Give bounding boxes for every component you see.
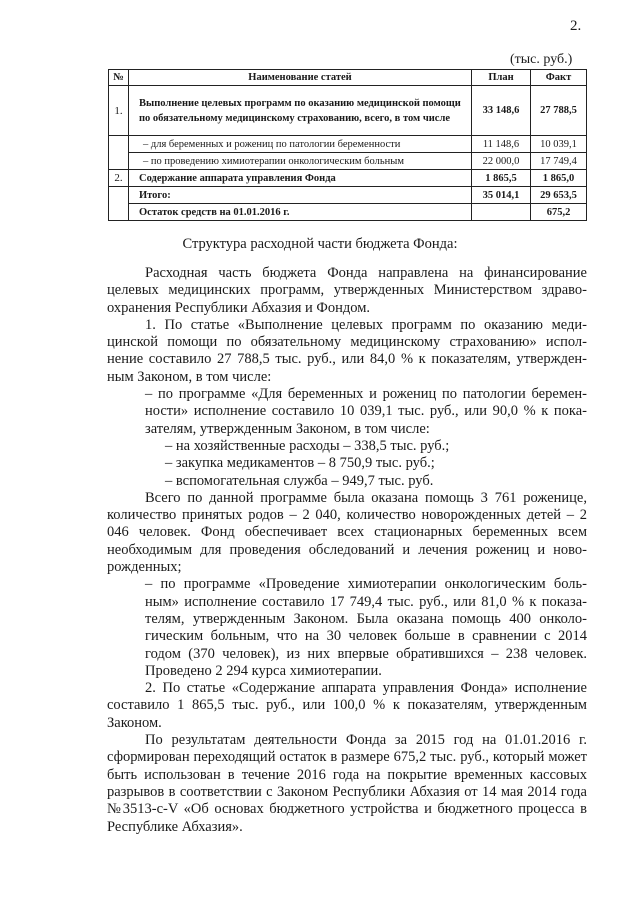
- row-name: – по проведению химиотерапии онкологическим больным: [129, 153, 472, 170]
- header-num: №: [109, 70, 129, 86]
- table-row-balance: [109, 204, 587, 221]
- row-fact: 1 865,0: [531, 170, 587, 187]
- units-label: (тыс. руб.): [510, 52, 573, 67]
- paragraph-article-1: 1. По статье «Выполнение целевых программ по оказанию меди-цинской помощи по обязательному медицинскому страхованию» испол-нение составило 27 788,5 тыс. руб., или 84,0 % к показателям, утвержден-ным Законом, в том числе:: [107, 316, 587, 385]
- list-item: – вспомогательная служба – 949,7 тыс. руб.: [165, 472, 434, 489]
- row-num: [109, 187, 129, 221]
- row-name: – для беременных и рожениц по патологии беременности: [129, 136, 472, 153]
- table-row: [109, 153, 587, 170]
- header-name: Наименование статей: [129, 70, 472, 86]
- row-num: 2.: [109, 170, 129, 187]
- paragraph-maternity-stats: Всего по данной программе была оказана помощь 3 761 роженице, количество принятых родов – 2 040, количество новорожденных детей – 2 046 человек. Фонд обеспечивает всех стационарных беременных всем необходимым для проведения обследований и лечения рожениц и ново-рожденных;: [107, 489, 587, 576]
- row-name: Выполнение целевых программ по оказанию медицинской помощи по обязательному медицинскому страхованию, всего, в том числе: [129, 86, 472, 136]
- paragraph-maternity-program: – по программе «Для беременных и рожениц по патологии беремен-ности» исполнение составило 10 039,1 тыс. руб., или 90,0 % к пока-зателям, утвержденным Законом, в том числе:: [145, 386, 587, 437]
- row-name: Содержание аппарата управления Фонда: [129, 170, 472, 187]
- row-plan: 1 865,5: [472, 170, 531, 187]
- paragraph-chemo-program: – по программе «Проведение химиотерапии онкологическим боль-ным» исполнение составило 17 749,4 тыс. руб., или 81,0 % к показа-телям, утвержденным Законом. Была оказана помощь 400 онколо-гическим больным, что на 30 человек больше в сравнении с 2014 годом (370 человек), из них впервые обратившихся – 238 человек. Проведено 2 294 курса химиотерапии.: [145, 576, 587, 679]
- row-fact: 27 788,5: [531, 86, 587, 136]
- table-row: [109, 170, 587, 187]
- header-plan: План: [472, 70, 531, 86]
- page-number: 2.: [570, 18, 582, 34]
- paragraph-intro: Расходная часть бюджета Фонда направлена на финансирование целевых медицинских программ, утвержденных Министерством здраво-охранения Республики Абхазия и Фондом.: [107, 265, 587, 316]
- section-heading: Структура расходной части бюджета Фонда:: [182, 236, 458, 252]
- row-plan: 33 148,6: [472, 86, 531, 136]
- row-fact: 675,2: [531, 204, 587, 221]
- row-plan: 22 000,0: [472, 153, 531, 170]
- row-num: [109, 136, 129, 170]
- paragraph-article-2: 2. По статье «Содержание аппарата управления Фонда» исполнение составило 1 865,5 тыс. руб., или 100,0 % к показателям, утвержденным Законом.: [107, 680, 587, 731]
- row-plan: [472, 204, 531, 221]
- row-plan: 11 148,6: [472, 136, 531, 153]
- row-plan: 35 014,1: [472, 187, 531, 204]
- list-item: – на хозяйственные расходы – 338,5 тыс. руб.;: [165, 437, 450, 454]
- table-row-total: [109, 187, 587, 204]
- row-name: Остаток средств на 01.01.2016 г.: [129, 204, 472, 221]
- table-header-row: [109, 70, 587, 86]
- table-row: [109, 136, 587, 153]
- body-text: [107, 265, 587, 836]
- row-num: 1.: [109, 86, 129, 136]
- budget-table: [108, 69, 587, 221]
- row-fact: 17 749,4: [531, 153, 587, 170]
- list-item: – закупка медикаментов – 8 750,9 тыс. руб.;: [165, 455, 435, 472]
- header-fact: Факт: [531, 70, 587, 86]
- row-fact: 10 039,1: [531, 136, 587, 153]
- row-fact: 29 653,5: [531, 187, 587, 204]
- paragraph-balance: По результатам деятельности Фонда за 2015 год на 01.01.2016 г. сформирован переходящий остаток в размере 675,2 тыс. руб., который может быть использован в течение 2016 года на покрытие временных кассовых разрывов в соответствии с Законом Республики Абхазия от 14 мая 2014 года №3513-с-V «Об основах бюджетного устройства и бюджетного процесса в Республике Абхазия».: [107, 732, 587, 835]
- row-name: Итого:: [129, 187, 472, 204]
- table-row: [109, 86, 587, 136]
